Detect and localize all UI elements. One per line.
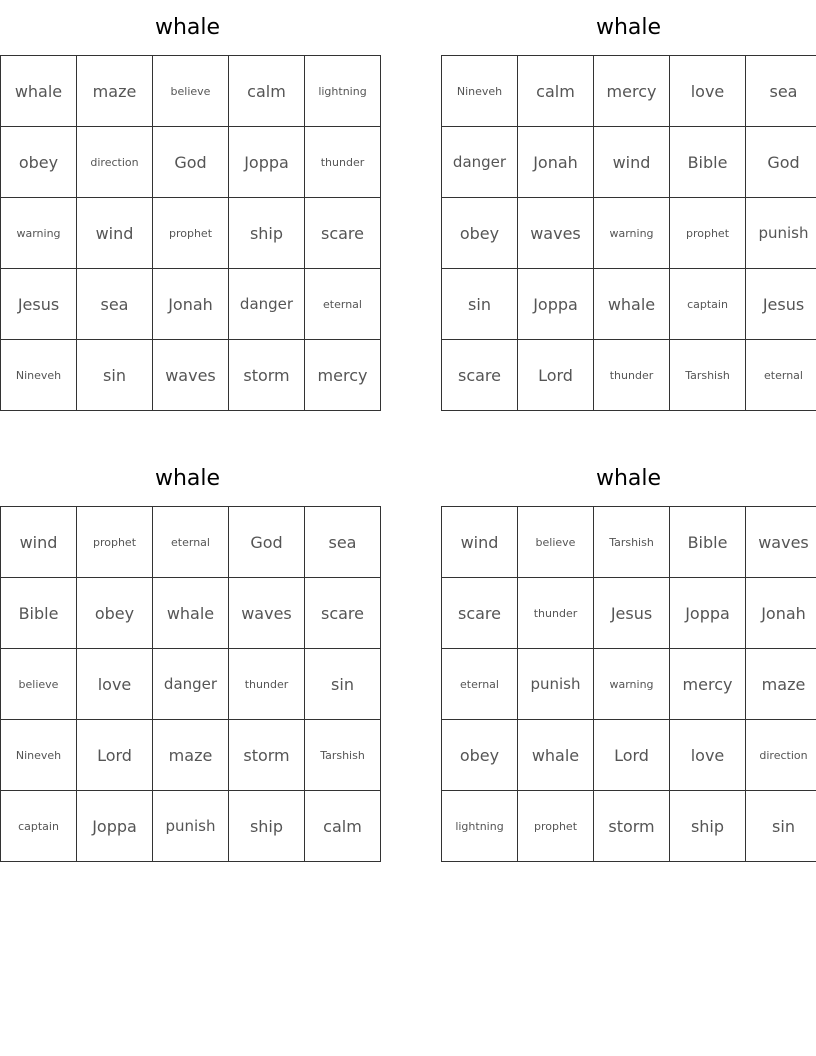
bingo-cell: believe [518, 507, 594, 578]
bingo-cell: sea [305, 507, 381, 578]
bingo-cell: sin [305, 649, 381, 720]
bingo-cell: scare [442, 340, 518, 411]
grid-row [1, 578, 381, 649]
grid-row [1, 720, 381, 791]
grid-row [442, 269, 816, 340]
bingo-cell: Bible [1, 578, 77, 649]
bingo-cell: calm [305, 791, 381, 862]
bingo-cell: storm [229, 720, 305, 791]
bingo-cell: God [746, 127, 816, 198]
bingo-cell: calm [518, 56, 594, 127]
bingo-cell: obey [442, 720, 518, 791]
bingo-cell: Joppa [77, 791, 153, 862]
bingo-cell: storm [229, 340, 305, 411]
bingo-cell: thunder [305, 127, 381, 198]
grid-row [1, 127, 381, 198]
bingo-cell: thunder [518, 578, 594, 649]
bingo-cell: Nineveh [1, 340, 77, 411]
card-title: whale [154, 466, 221, 491]
bingo-cell: mercy [594, 56, 670, 127]
bingo-cell: whale [1, 56, 77, 127]
bingo-cell: Jonah [153, 269, 229, 340]
bingo-cell: eternal [442, 649, 518, 720]
bingo-cell: whale [518, 720, 594, 791]
bingo-cell: whale [594, 269, 670, 340]
bingo-cell: prophet [153, 198, 229, 269]
bingo-cell: Jesus [746, 269, 816, 340]
bingo-cell: danger [229, 269, 305, 340]
bingo-cell: waves [518, 198, 594, 269]
bingo-cell: wind [77, 198, 153, 269]
bingo-cell: mercy [670, 649, 746, 720]
grid-row [442, 340, 816, 411]
bingo-cell: obey [1, 127, 77, 198]
bingo-cell: maze [746, 649, 816, 720]
bingo-cell: waves [746, 507, 816, 578]
grid-row [442, 198, 816, 269]
bingo-cell: waves [153, 340, 229, 411]
bingo-cell: lightning [442, 791, 518, 862]
bingo-grid [441, 55, 816, 411]
bingo-cell: Lord [518, 340, 594, 411]
bingo-cell: prophet [518, 791, 594, 862]
bingo-cell: direction [77, 127, 153, 198]
bingo-cell: thunder [229, 649, 305, 720]
bingo-cell: Bible [670, 127, 746, 198]
grid-row [442, 127, 816, 198]
bingo-cell: Lord [77, 720, 153, 791]
bingo-cell: storm [594, 791, 670, 862]
bingo-cell: scare [442, 578, 518, 649]
grid-row [1, 507, 381, 578]
bingo-cell: believe [1, 649, 77, 720]
bingo-cell: warning [594, 649, 670, 720]
bingo-cell: Jesus [594, 578, 670, 649]
grid-row [442, 791, 816, 862]
grid-row [442, 507, 816, 578]
bingo-grid [441, 506, 816, 862]
grid-row [1, 56, 381, 127]
bingo-cell: direction [746, 720, 816, 791]
bingo-grid [0, 55, 381, 411]
bingo-cell: Joppa [518, 269, 594, 340]
bingo-cell: calm [229, 56, 305, 127]
bingo-cell: prophet [77, 507, 153, 578]
bingo-cell: ship [229, 198, 305, 269]
bingo-cell: Jonah [746, 578, 816, 649]
bingo-cell: Tarshish [594, 507, 670, 578]
grid-row [442, 649, 816, 720]
bingo-cell: obey [442, 198, 518, 269]
bingo-cell: sea [77, 269, 153, 340]
bingo-cell: love [670, 56, 746, 127]
bingo-cell: believe [153, 56, 229, 127]
bingo-cell: Tarshish [670, 340, 746, 411]
bingo-cell: Joppa [670, 578, 746, 649]
bingo-cell: punish [746, 198, 816, 269]
bingo-card-3 [0, 451, 375, 862]
bingo-card-4 [441, 451, 816, 862]
bingo-cell: sea [746, 56, 816, 127]
bingo-cell: Joppa [229, 127, 305, 198]
bingo-cell: Nineveh [1, 720, 77, 791]
bingo-cell: obey [77, 578, 153, 649]
bingo-cell: prophet [670, 198, 746, 269]
bingo-cell: Lord [594, 720, 670, 791]
bingo-cell: ship [670, 791, 746, 862]
grid-row [442, 56, 816, 127]
bingo-cell: eternal [746, 340, 816, 411]
grid-row [1, 198, 381, 269]
bingo-cell: Jonah [518, 127, 594, 198]
bingo-cell: love [670, 720, 746, 791]
bingo-cell: God [153, 127, 229, 198]
card-title: whale [154, 15, 221, 40]
grid-row [1, 340, 381, 411]
bingo-cell: warning [1, 198, 77, 269]
bingo-cell: ship [229, 791, 305, 862]
card-title: whale [595, 466, 662, 491]
bingo-cell: Bible [670, 507, 746, 578]
bingo-cell: mercy [305, 340, 381, 411]
bingo-cell: love [77, 649, 153, 720]
bingo-cell: punish [153, 791, 229, 862]
bingo-cell: scare [305, 198, 381, 269]
bingo-cell: God [229, 507, 305, 578]
bingo-cell: wind [1, 507, 77, 578]
grid-row [442, 578, 816, 649]
bingo-cell: maze [153, 720, 229, 791]
bingo-cell: Nineveh [442, 56, 518, 127]
grid-row [1, 269, 381, 340]
bingo-cell: lightning [305, 56, 381, 127]
bingo-cell: sin [746, 791, 816, 862]
bingo-cell: sin [442, 269, 518, 340]
card-title: whale [595, 15, 662, 40]
grid-row [1, 791, 381, 862]
bingo-cell: maze [77, 56, 153, 127]
bingo-cell: whale [153, 578, 229, 649]
grid-row [1, 649, 381, 720]
bingo-cell: danger [153, 649, 229, 720]
bingo-grid [0, 506, 381, 862]
bingo-cell: wind [594, 127, 670, 198]
bingo-cell: Jesus [1, 269, 77, 340]
bingo-cell: danger [442, 127, 518, 198]
bingo-cell: warning [594, 198, 670, 269]
bingo-cell: eternal [153, 507, 229, 578]
bingo-cell: captain [670, 269, 746, 340]
bingo-cell: sin [77, 340, 153, 411]
bingo-card-1 [0, 0, 375, 411]
bingo-cell: waves [229, 578, 305, 649]
bingo-card-2 [441, 0, 816, 411]
bingo-cell: Tarshish [305, 720, 381, 791]
bingo-cell: wind [442, 507, 518, 578]
bingo-cell: thunder [594, 340, 670, 411]
bingo-cell: captain [1, 791, 77, 862]
bingo-cell: scare [305, 578, 381, 649]
bingo-cell: punish [518, 649, 594, 720]
bingo-cell: eternal [305, 269, 381, 340]
grid-row [442, 720, 816, 791]
